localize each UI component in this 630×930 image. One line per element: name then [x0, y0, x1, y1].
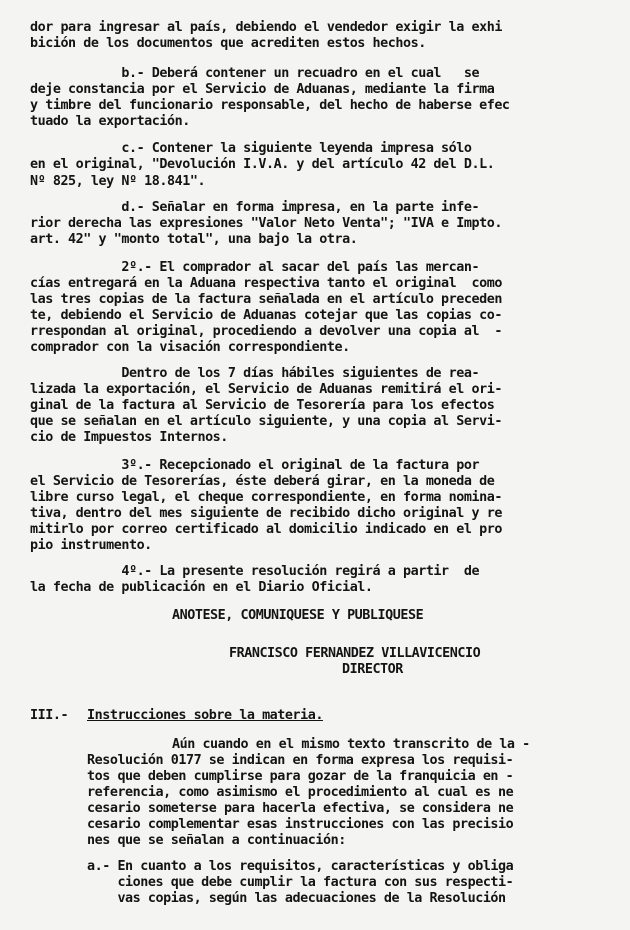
text-line: lizada la exportación, el Servicio de Aduanas remitirá el ori-: [30, 382, 502, 397]
text-line: 3º.- Recepcionado el original de la factura por: [30, 458, 480, 473]
text-line: Aún cuando en el mismo texto transcrito de la -: [172, 737, 530, 752]
signatory-title: DIRECTOR: [342, 662, 403, 677]
text-line: referencia, como asimismo el procedimiento al cual es ne: [87, 785, 514, 800]
text-line: mitirlo por correo certificado al domicilio indicado en el pro: [30, 522, 502, 537]
text-line: que se señalan en el artículo siguiente, y una copia al Servi-: [30, 414, 502, 429]
text-line: la fecha de publicación en el Diario Oficial.: [30, 580, 373, 595]
section-heading: Instrucciones sobre la materia.: [87, 708, 323, 723]
list-item-a: vas copias, según las adecuaciones de la Resolución: [87, 891, 506, 906]
text-line: Resolución 0177 se indican en forma expresa los requisi-: [87, 753, 514, 768]
text-line: tos que deben cumplirse para gozar de la franquicia en -: [87, 769, 514, 784]
text-line: Dentro de los 7 días hábiles siguientes de rea-: [30, 366, 480, 381]
text-line: dor para ingresar al país, debiendo el vendedor exigir la exhi: [30, 20, 502, 35]
text-line: rrespondan al original, procediendo a devolver una copia al -: [30, 324, 502, 339]
text-line: 4º.- La presente resolución regirá a partir de: [30, 564, 480, 579]
text-line: libre curso legal, el cheque correspondiente, en forma nomina-: [30, 490, 502, 505]
text-line: en el original, "Devolución I.V.A. y del artículo 42 del D.L.: [30, 157, 495, 172]
text-line: rior derecha las expresiones "Valor Neto Venta"; "IVA e Impto.: [30, 216, 502, 231]
text-line: cio de Impuestos Internos.: [30, 430, 228, 445]
text-line: te, debiendo el Servicio de Aduanas cotejar que las copias co-: [30, 308, 502, 323]
text-line: deje constancia por el Servicio de Aduanas, mediante la firma: [30, 82, 495, 97]
closing-formula: ANOTESE, COMUNIQUESE Y PUBLIQUESE: [172, 608, 424, 623]
text-line: c.- Contener la siguiente leyenda impresa sólo: [30, 141, 472, 156]
text-line: y timbre del funcionario responsable, del hecho de haberse efec: [30, 98, 510, 113]
text-line: cesario complementar esas instrucciones con las precisio: [87, 817, 514, 832]
text-line: cías entregará en la Aduana respectiva tanto el original como: [30, 276, 502, 291]
section-number: III.-: [30, 708, 69, 723]
text-line: d.- Señalar en forma impresa, en la parte infe-: [30, 200, 480, 215]
list-item-a: ciones que debe cumplir la factura con sus respecti-: [87, 875, 514, 890]
text-line: tuado la exportación.: [30, 114, 190, 129]
text-line: nes que se señalan a continuación:: [87, 833, 346, 848]
text-line: cesario someterse para hacerla efectiva, se considera ne: [87, 801, 514, 816]
text-line: 2º.- El comprador al sacar del país las mercan-: [30, 260, 480, 275]
text-line: el Servicio de Tesorerías, éste deberá girar, en la moneda de: [30, 474, 495, 489]
signatory-name: FRANCISCO FERNANDEZ VILLAVICENCIO: [229, 646, 481, 661]
text-line: bición de los documentos que acrediten estos hechos.: [30, 36, 426, 51]
text-line: b.- Deberá contener un recuadro en el cual se: [30, 66, 480, 81]
text-line: las tres copias de la factura señalada en el artículo preceden: [30, 292, 502, 307]
list-item-a: a.- En cuanto a los requisitos, características y obliga: [87, 859, 514, 874]
text-line: comprador con la visación correspondiente.: [30, 340, 350, 355]
text-line: tiva, dentro del mes siguiente de recibido dicho original y re: [30, 506, 502, 521]
text-line: Nº 825, ley Nº 18.841".: [30, 174, 206, 189]
text-line: ginal de la factura al Servicio de Tesorería para los efectos: [30, 398, 495, 413]
text-line: pio instrumento.: [30, 538, 152, 553]
text-line: art. 42" y "monto total", una bajo la otra.: [30, 232, 358, 247]
